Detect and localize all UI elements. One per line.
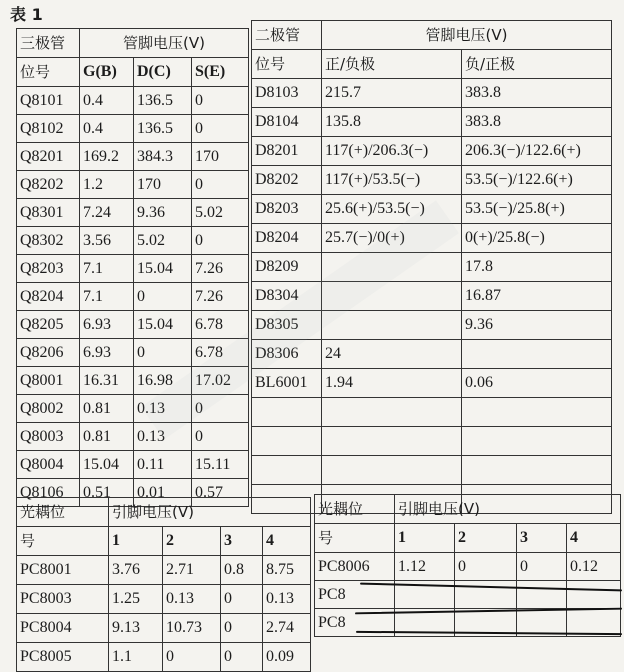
- diode-position-cell: [252, 456, 322, 485]
- transistor-value-cell: 6.78: [192, 311, 249, 339]
- optocoupler-value-cell: 1.1: [109, 643, 163, 672]
- diode-value-cell: [462, 398, 612, 427]
- oc-position-header-sub: 号: [17, 527, 109, 556]
- diode-position-cell: D8103: [252, 79, 322, 108]
- oc-position-header: 光耦位: [17, 498, 109, 527]
- transistor-value-cell: 0.51: [80, 479, 134, 507]
- optocoupler-value-cell: 0.09: [263, 643, 311, 672]
- transistor-value-cell: 5.02: [192, 199, 249, 227]
- optocoupler-value-cell: 0: [163, 643, 221, 672]
- oc2-pin1-header: 1: [395, 524, 455, 553]
- position-header-sub: 位号: [17, 58, 80, 87]
- table-row: [252, 195, 612, 224]
- diode-value-cell: 53.5(−)/122.6(+): [462, 166, 612, 195]
- optocoupler-value-cell: 2.74: [263, 614, 311, 643]
- transistor-value-cell: 7.26: [192, 255, 249, 283]
- optocoupler-value-cell: 0: [221, 643, 263, 672]
- transistor-value-cell: 0.13: [134, 423, 192, 451]
- transistor-value-cell: 0: [134, 283, 192, 311]
- transistor-value-cell: 16.31: [80, 367, 134, 395]
- table-row: [252, 340, 612, 369]
- optocoupler-value-cell: 0: [517, 553, 567, 581]
- diode-value-cell: [322, 253, 462, 282]
- se-header: S(E): [192, 58, 249, 87]
- diode-value-cell: 206.3(−)/122.6(+): [462, 137, 612, 166]
- diode-position-cell: D8204: [252, 224, 322, 253]
- optocoupler-value-cell: 0: [221, 585, 263, 614]
- diode-position-cell: D8304: [252, 282, 322, 311]
- optocoupler-value-cell: 8.75: [263, 556, 311, 585]
- transistor-value-cell: 6.78: [192, 339, 249, 367]
- diode-position-header: 二极管: [252, 21, 322, 50]
- transistor-value-cell: 15.04: [80, 451, 134, 479]
- transistor-value-cell: 6.93: [80, 339, 134, 367]
- oc2-pin3-header: 3: [517, 524, 567, 553]
- optocoupler-value-cell: 9.13: [109, 614, 163, 643]
- transistor-position-cell: Q8202: [17, 171, 80, 199]
- diode-value-cell: 0.06: [462, 369, 612, 398]
- transistor-position-cell: Q8206: [17, 339, 80, 367]
- transistor-value-cell: 0.4: [80, 115, 134, 143]
- transistor-value-cell: 9.36: [134, 199, 192, 227]
- diode-value-cell: [322, 282, 462, 311]
- diode-position-cell: [252, 398, 322, 427]
- transistor-position-cell: Q8203: [17, 255, 80, 283]
- optocoupler-value-cell: 10.73: [163, 614, 221, 643]
- diode-value-cell: 383.8: [462, 79, 612, 108]
- transistor-value-cell: 0: [134, 339, 192, 367]
- table-row: [17, 199, 249, 227]
- table-row: [17, 423, 249, 451]
- optocoupler-value-cell: [517, 581, 567, 609]
- table-row: [17, 87, 249, 115]
- transistor-value-cell: 17.02: [192, 367, 249, 395]
- optocoupler-position-cell: PC8001: [17, 556, 109, 585]
- transistor-position-cell: Q8106: [17, 479, 80, 507]
- table-row: [17, 643, 311, 672]
- table-row: [17, 255, 249, 283]
- diode-position-cell: D8202: [252, 166, 322, 195]
- table-row: [252, 253, 612, 282]
- diode-position-cell: D8306: [252, 340, 322, 369]
- optocoupler-table-right: [314, 494, 621, 637]
- transistor-value-cell: 6.93: [80, 311, 134, 339]
- diode-value-cell: 135.8: [322, 108, 462, 137]
- cathode-anode-header: 负/正极: [462, 50, 612, 79]
- transistor-voltage-table: [16, 28, 249, 507]
- table-row: [252, 456, 612, 485]
- table-row: [17, 227, 249, 255]
- transistor-position-cell: Q8101: [17, 87, 80, 115]
- transistor-value-cell: 0.57: [192, 479, 249, 507]
- optocoupler-value-cell: 0: [455, 553, 517, 581]
- transistor-position-cell: Q8201: [17, 143, 80, 171]
- table-row: [252, 79, 612, 108]
- transistor-position-cell: Q8004: [17, 451, 80, 479]
- optocoupler-position-cell: PC8: [315, 609, 395, 637]
- transistor-value-cell: 384.3: [134, 143, 192, 171]
- diode-value-cell: 0(+)/25.8(−): [462, 224, 612, 253]
- optocoupler-table-left: [16, 497, 311, 672]
- table-row: [252, 427, 612, 456]
- diode-value-cell: [322, 398, 462, 427]
- position-header: 三极管: [17, 29, 80, 58]
- transistor-value-cell: 169.2: [80, 143, 134, 171]
- table-row: [252, 137, 612, 166]
- optocoupler-position-cell: PC8004: [17, 614, 109, 643]
- table-row: [315, 553, 621, 581]
- table-row: [17, 451, 249, 479]
- optocoupler-value-cell: 0.8: [221, 556, 263, 585]
- oc2-pin4-header: 4: [567, 524, 621, 553]
- transistor-value-cell: 7.24: [80, 199, 134, 227]
- table-row: [252, 282, 612, 311]
- transistor-position-cell: Q8002: [17, 395, 80, 423]
- diode-value-cell: [462, 427, 612, 456]
- table-row: [17, 585, 311, 614]
- optocoupler-value-cell: 1.12: [395, 553, 455, 581]
- transistor-value-cell: 0: [192, 87, 249, 115]
- transistor-value-cell: 0.13: [134, 395, 192, 423]
- transistor-value-cell: 16.98: [134, 367, 192, 395]
- table-row: [17, 311, 249, 339]
- anode-cathode-header: 正/负极: [322, 50, 462, 79]
- optocoupler-value-cell: 0: [221, 614, 263, 643]
- pin3-header: 3: [221, 527, 263, 556]
- oc2-pin-voltage-header: 引脚电压(V): [395, 495, 621, 524]
- diode-position-header-sub: 位号: [252, 50, 322, 79]
- transistor-value-cell: 0.11: [134, 451, 192, 479]
- transistor-value-cell: 7.1: [80, 255, 134, 283]
- table-row: [17, 115, 249, 143]
- table-row: [17, 143, 249, 171]
- diode-value-cell: 117(+)/53.5(−): [322, 166, 462, 195]
- diode-voltage-table: [251, 20, 612, 514]
- diode-value-cell: [462, 340, 612, 369]
- transistor-value-cell: 3.56: [80, 227, 134, 255]
- oc2-pin2-header: 2: [455, 524, 517, 553]
- pin2-header: 2: [163, 527, 221, 556]
- oc2-position-header-sub: 号: [315, 524, 395, 553]
- diode-position-cell: D8305: [252, 311, 322, 340]
- transistor-value-cell: 0: [192, 115, 249, 143]
- pin-voltage-header: 管脚电压(V): [80, 29, 249, 58]
- optocoupler-position-cell: PC8: [315, 581, 395, 609]
- transistor-position-cell: Q8102: [17, 115, 80, 143]
- transistor-position-cell: Q8302: [17, 227, 80, 255]
- dc-header: D(C): [134, 58, 192, 87]
- diode-value-cell: 215.7: [322, 79, 462, 108]
- diode-value-cell: 53.5(−)/25.8(+): [462, 195, 612, 224]
- table-row: [252, 108, 612, 137]
- transistor-position-cell: Q8204: [17, 283, 80, 311]
- gb-header: G(B): [80, 58, 134, 87]
- pin1-header: 1: [109, 527, 163, 556]
- diode-position-cell: D8203: [252, 195, 322, 224]
- transistor-position-cell: Q8301: [17, 199, 80, 227]
- optocoupler-value-cell: 0.12: [567, 553, 621, 581]
- diode-value-cell: 383.8: [462, 108, 612, 137]
- table-row: [252, 166, 612, 195]
- transistor-value-cell: 15.11: [192, 451, 249, 479]
- diode-value-cell: 25.7(−)/0(+): [322, 224, 462, 253]
- diode-value-cell: 9.36: [462, 311, 612, 340]
- diode-value-cell: [322, 311, 462, 340]
- transistor-value-cell: 0: [192, 423, 249, 451]
- transistor-position-cell: Q8001: [17, 367, 80, 395]
- table-row: [17, 339, 249, 367]
- optocoupler-position-cell: PC8003: [17, 585, 109, 614]
- optocoupler-value-cell: 3.76: [109, 556, 163, 585]
- oc-pin-voltage-header: 引脚电压(V): [109, 498, 311, 527]
- diode-position-cell: BL6001: [252, 369, 322, 398]
- diode-value-cell: [322, 427, 462, 456]
- diode-value-cell: 17.8: [462, 253, 612, 282]
- diode-value-cell: 1.94: [322, 369, 462, 398]
- table-row: [252, 224, 612, 253]
- diode-position-cell: [252, 427, 322, 456]
- diode-value-cell: 117(+)/206.3(−): [322, 137, 462, 166]
- table-row: [17, 556, 311, 585]
- transistor-value-cell: 15.04: [134, 255, 192, 283]
- table-row: [252, 398, 612, 427]
- diode-pin-voltage-header: 管脚电压(V): [322, 21, 612, 50]
- optocoupler-value-cell: 0.13: [163, 585, 221, 614]
- transistor-value-cell: 0: [192, 227, 249, 255]
- pin4-header: 4: [263, 527, 311, 556]
- transistor-value-cell: 0: [192, 395, 249, 423]
- table-row: [17, 614, 311, 643]
- transistor-value-cell: 136.5: [134, 115, 192, 143]
- transistor-position-cell: Q8205: [17, 311, 80, 339]
- transistor-value-cell: 0.01: [134, 479, 192, 507]
- table-row: [17, 367, 249, 395]
- table-row: [17, 171, 249, 199]
- diode-value-cell: [462, 456, 612, 485]
- diode-position-cell: D8201: [252, 137, 322, 166]
- transistor-value-cell: 170: [134, 171, 192, 199]
- transistor-value-cell: 0: [192, 171, 249, 199]
- transistor-value-cell: 0.4: [80, 87, 134, 115]
- transistor-value-cell: 0.81: [80, 423, 134, 451]
- diode-position-cell: D8209: [252, 253, 322, 282]
- transistor-position-cell: Q8003: [17, 423, 80, 451]
- transistor-value-cell: 15.04: [134, 311, 192, 339]
- diode-value-cell: 25.6(+)/53.5(−): [322, 195, 462, 224]
- oc2-position-header: 光耦位: [315, 495, 395, 524]
- transistor-value-cell: 170: [192, 143, 249, 171]
- table-row: [252, 369, 612, 398]
- table-row: [17, 395, 249, 423]
- transistor-value-cell: 0.81: [80, 395, 134, 423]
- optocoupler-position-cell: PC8005: [17, 643, 109, 672]
- optocoupler-value-cell: 1.25: [109, 585, 163, 614]
- transistor-value-cell: 5.02: [134, 227, 192, 255]
- transistor-value-cell: 7.26: [192, 283, 249, 311]
- transistor-value-cell: 1.2: [80, 171, 134, 199]
- diode-value-cell: 16.87: [462, 282, 612, 311]
- table-caption: 表 1: [10, 5, 43, 24]
- optocoupler-position-cell: PC8006: [315, 553, 395, 581]
- diode-value-cell: [322, 456, 462, 485]
- diode-position-cell: D8104: [252, 108, 322, 137]
- optocoupler-value-cell: 0.13: [263, 585, 311, 614]
- transistor-value-cell: 136.5: [134, 87, 192, 115]
- table-row: [252, 311, 612, 340]
- optocoupler-value-cell: [567, 581, 621, 609]
- table-row: [17, 283, 249, 311]
- optocoupler-value-cell: 2.71: [163, 556, 221, 585]
- diode-value-cell: 24: [322, 340, 462, 369]
- transistor-value-cell: 7.1: [80, 283, 134, 311]
